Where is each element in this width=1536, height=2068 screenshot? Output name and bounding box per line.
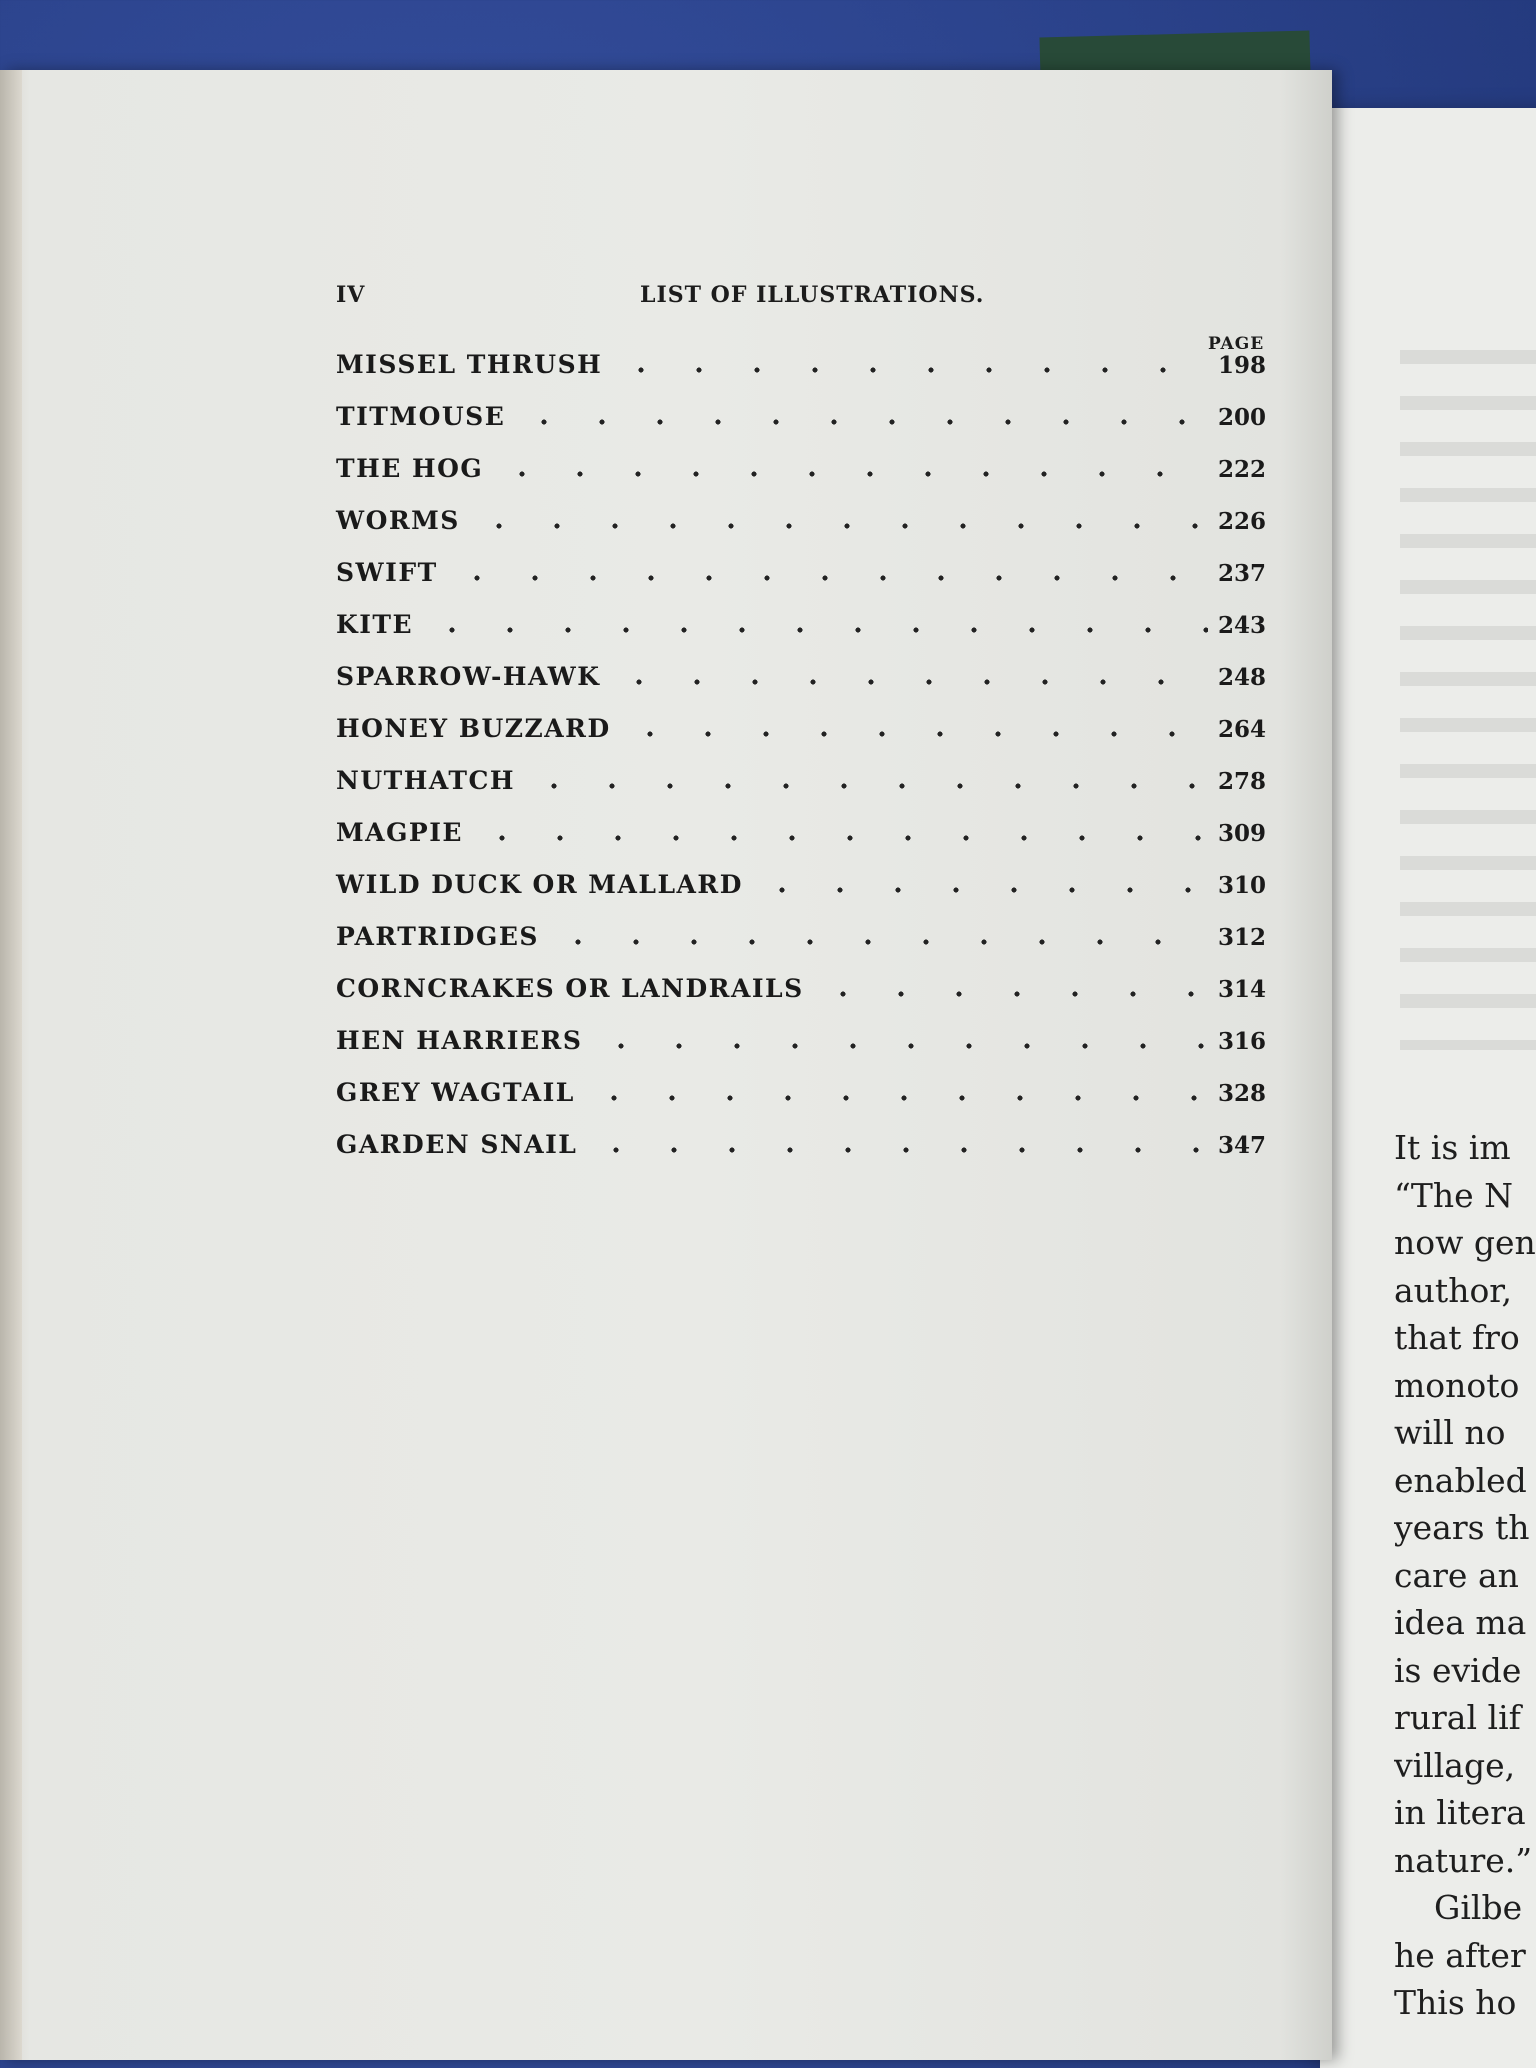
facing-page-text: [1394, 1124, 1536, 2027]
facing-line: will no: [1394, 1413, 1506, 1452]
dot-leader: [585, 1095, 1208, 1101]
entry-title: KITE: [336, 610, 414, 639]
entry-title: MISSEL THRUSH: [336, 350, 603, 379]
dot-leader: [549, 939, 1208, 945]
facing-line: idea ma: [1394, 1603, 1527, 1642]
dot-leader: [423, 627, 1208, 633]
dot-leader: [448, 575, 1208, 581]
entry-title: NUTHATCH: [336, 766, 516, 795]
entry-page: 347: [1218, 1132, 1267, 1159]
entry-title: HONEY BUZZARD: [336, 714, 611, 743]
dot-leader: [610, 679, 1208, 685]
facing-line: “The N: [1394, 1175, 1514, 1215]
entry-page: 198: [1218, 352, 1267, 379]
facing-line: enabled: [1394, 1460, 1527, 1500]
list-item: [336, 454, 1267, 506]
page-number: IV: [336, 282, 366, 308]
facing-line: rural lif: [1394, 1698, 1521, 1737]
facing-line: This ho: [1394, 1983, 1517, 2022]
dot-leader: [592, 1043, 1208, 1049]
dot-leader: [515, 419, 1208, 425]
entry-page: 312: [1218, 924, 1267, 951]
entry-title: PARTRIDGES: [336, 922, 539, 951]
dot-leader: [814, 991, 1208, 997]
list-item: [336, 714, 1267, 766]
entry-title: TITMOUSE: [336, 402, 506, 431]
entry-page: 278: [1218, 768, 1267, 795]
entry-title: GREY WAGTAIL: [336, 1078, 575, 1107]
entry-page: 226: [1218, 508, 1267, 535]
list-item: [336, 818, 1267, 870]
entry-title: SWIFT: [336, 558, 438, 587]
facing-line: monoto: [1394, 1365, 1520, 1405]
facing-line: It is im: [1394, 1128, 1511, 1167]
page-edge: [0, 70, 22, 2060]
show-through-text: [1400, 350, 1536, 1050]
list-item: [336, 1026, 1267, 1078]
entry-title: MAGPIE: [336, 818, 463, 847]
list-item: [336, 1130, 1267, 1182]
entry-title: HEN HARRIERS: [336, 1026, 583, 1055]
list-item: [336, 662, 1267, 714]
entry-page: 309: [1218, 820, 1267, 847]
facing-line: author,: [1394, 1270, 1512, 1310]
facing-line: care an: [1394, 1555, 1519, 1595]
dot-leader: [493, 471, 1208, 477]
dot-leader: [612, 367, 1208, 373]
dot-leader: [470, 523, 1208, 529]
running-head: [336, 282, 1256, 312]
list-item: [336, 974, 1267, 1026]
list-item: [336, 402, 1267, 454]
page-column-label: PAGE: [1208, 334, 1265, 354]
entry-page: 314: [1218, 976, 1267, 1003]
entry-title: WILD DUCK OR MALLARD: [336, 870, 743, 899]
entry-title: CORNCRAKES OR LANDRAILS: [336, 974, 804, 1003]
list-item: [336, 1078, 1267, 1130]
list-item: [336, 922, 1267, 974]
entry-page: 237: [1218, 560, 1267, 587]
dot-leader: [525, 783, 1208, 789]
facing-line: that fro: [1394, 1318, 1520, 1357]
entry-page: 310: [1218, 872, 1267, 899]
facing-line: nature.”: [1394, 1840, 1533, 1880]
facing-line: is evide: [1394, 1650, 1522, 1690]
list-item: [336, 350, 1267, 402]
entry-page: 243: [1218, 612, 1267, 639]
entry-page: 248: [1218, 664, 1267, 691]
list-item: [336, 558, 1267, 610]
list-item: [336, 766, 1267, 818]
facing-line: village,: [1394, 1745, 1516, 1785]
facing-line: now gen: [1394, 1223, 1536, 1262]
dot-leader: [753, 887, 1208, 893]
illustration-list: [336, 350, 1267, 1182]
entry-title: GARDEN SNAIL: [336, 1130, 578, 1159]
list-item: [336, 506, 1267, 558]
entry-page: 222: [1218, 456, 1267, 483]
entry-title: SPARROW-HAWK: [336, 662, 601, 691]
entry-title: WORMS: [336, 506, 460, 535]
dot-leader: [621, 731, 1208, 737]
dot-leader: [587, 1147, 1208, 1153]
entry-page: 328: [1218, 1080, 1267, 1107]
list-item: [336, 610, 1267, 662]
list-item: [336, 870, 1267, 922]
entry-page: 200: [1218, 404, 1267, 431]
entry-title: THE HOG: [336, 454, 484, 483]
page-title: LIST OF ILLUSTRATIONS.: [640, 282, 985, 308]
facing-line: he after: [1394, 1935, 1526, 1975]
facing-line: Gilbe: [1434, 1888, 1523, 1927]
facing-line: in litera: [1394, 1793, 1526, 1832]
facing-line: years th: [1394, 1508, 1530, 1547]
dot-leader: [473, 835, 1208, 841]
entry-page: 316: [1218, 1028, 1267, 1055]
entry-page: 264: [1218, 716, 1267, 743]
